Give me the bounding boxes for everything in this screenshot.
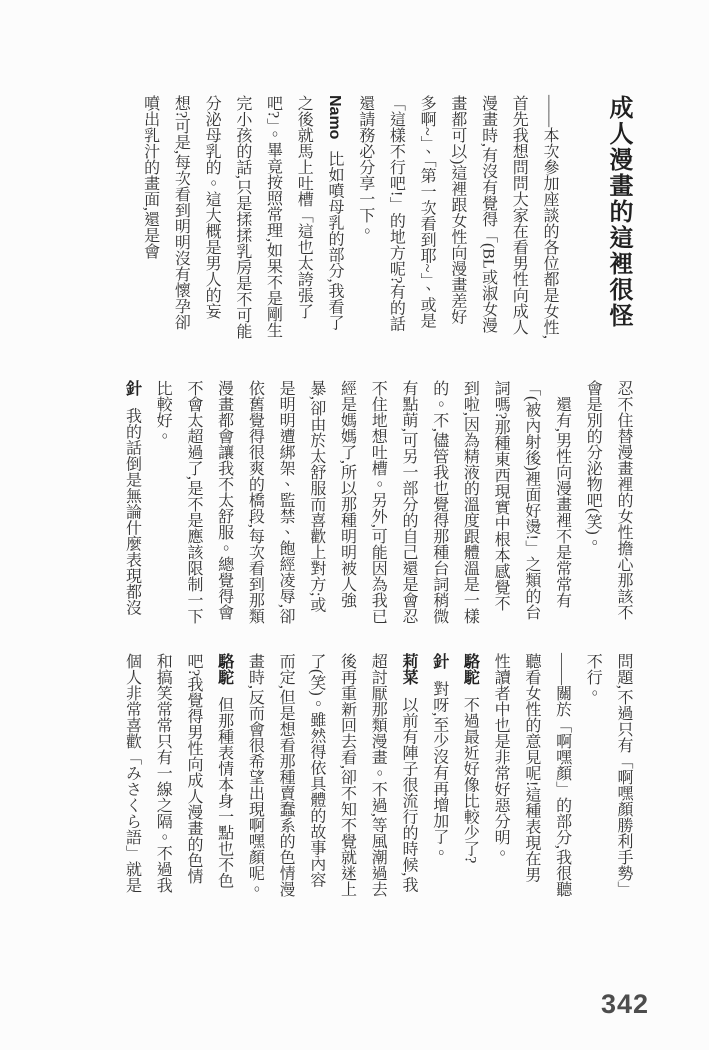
- text-section-middle: [82, 380, 638, 624]
- dialogue-text: 問題,不過只有「啊嘿顏勝利手勢」不行。: [584, 653, 632, 897]
- dialogue-text: 以前有陣子很流行的時候,我超討厭那類漫畫。不過,等風潮過去後再重新回去看,卻不知不覺就迷上了(笑)。雖然得依具體的故事內容而定,但是想看那種賣蠢系的色情漫畫時,反而會很希望出現啊嘿顏呢。: [246, 653, 417, 897]
- text-section-top: [82, 95, 638, 339]
- dialogue-text: 還有,男性向漫畫裡不是常常有「(被內射後)裡面好燙!」之類的台詞嗎?那種東西現實中根本感覺不到啦,因為精液的溫度跟體溫是一樣的。不,儘管我也覺得那種台詞稍微有點萌,可另一部分的自己還是會忍不住地想吐槽。另外,可能因為我已經是媽媽了,所以那種明明被人強暴,卻由於太舒服而喜歡上對方;或是明明遭綁架、監禁、飽經凌辱,卻依舊覺得很爽的橋段,每次看到那類漫畫都會讓我不太舒服。總覺得會不會太超過了,是不是應該限制一下比較好。: [154, 380, 571, 624]
- paragraph: [239, 653, 423, 897]
- paragraph: [577, 653, 638, 897]
- article-title: 成人漫畫的這裡很怪: [605, 95, 632, 329]
- speaker-name: 針: [123, 380, 141, 396]
- dialogue-text: 忍不住替漫畫裡的女性擔心那該不會是別的分泌物吧(笑)。: [584, 380, 632, 620]
- dialogue-text: 對呀,至少沒有再增加了。: [430, 680, 448, 861]
- paragraph: [349, 95, 564, 339]
- paragraph: [577, 380, 638, 624]
- text-section-bottom: [82, 653, 638, 897]
- interviewer-question: ——本次參加座談的各位都是女性,首先我想問問大家在看男性向成人漫畫時,有沒有覺得「(BL或淑女漫畫都可以)這裡跟女性向漫畫差好多啊~」、「第一次看到耶~」、或是「這樣不行吧!」的地方呢?有的話還請務必分享一下。: [356, 95, 558, 339]
- dialogue-text: 不過最近好像比較少了?: [461, 696, 479, 864]
- paragraph: [134, 95, 349, 339]
- page-number: 342: [600, 989, 649, 1019]
- dialogue-text: 但那種表情本身一點也不色吧?我覺得男性向成人漫畫的色情和搞笑常常只有一線之隔。不過我個人非常喜歡「みさくら語」就是: [123, 653, 233, 893]
- speaker-name: Namo: [325, 95, 343, 140]
- speaker-name: 駱駝: [461, 653, 479, 685]
- dialogue-text: 我的話倒是無論什麼表現都沒: [123, 407, 141, 616]
- dialogue-text: 比如噴母乳的部分,我看了之後就馬上吐槽「這也太誇張了吧?」。畢竟按照常理,如果不是剛生完小孩的話,只是揉揉乳房是不可能分泌母乳的。這大概是男人的妄想?可是,每次看到明明沒有懷孕卻噴出乳汁的畫面,還是會: [141, 95, 343, 339]
- paragraph: [484, 653, 576, 897]
- paragraph: [116, 653, 239, 897]
- speaker-name: 針: [430, 653, 448, 669]
- speaker-name: 莉菜: [399, 653, 417, 685]
- paragraph: [454, 653, 485, 897]
- interviewer-question: ——關於「啊嘿顏」的部分,我很聽聽看女性的意見呢!這種表現在男性讀者中也是非常好惡分明。: [492, 653, 571, 897]
- speaker-name: 駱駝: [215, 653, 233, 685]
- paragraph: [116, 380, 147, 624]
- paragraph: [147, 380, 577, 624]
- paragraph: [423, 653, 454, 897]
